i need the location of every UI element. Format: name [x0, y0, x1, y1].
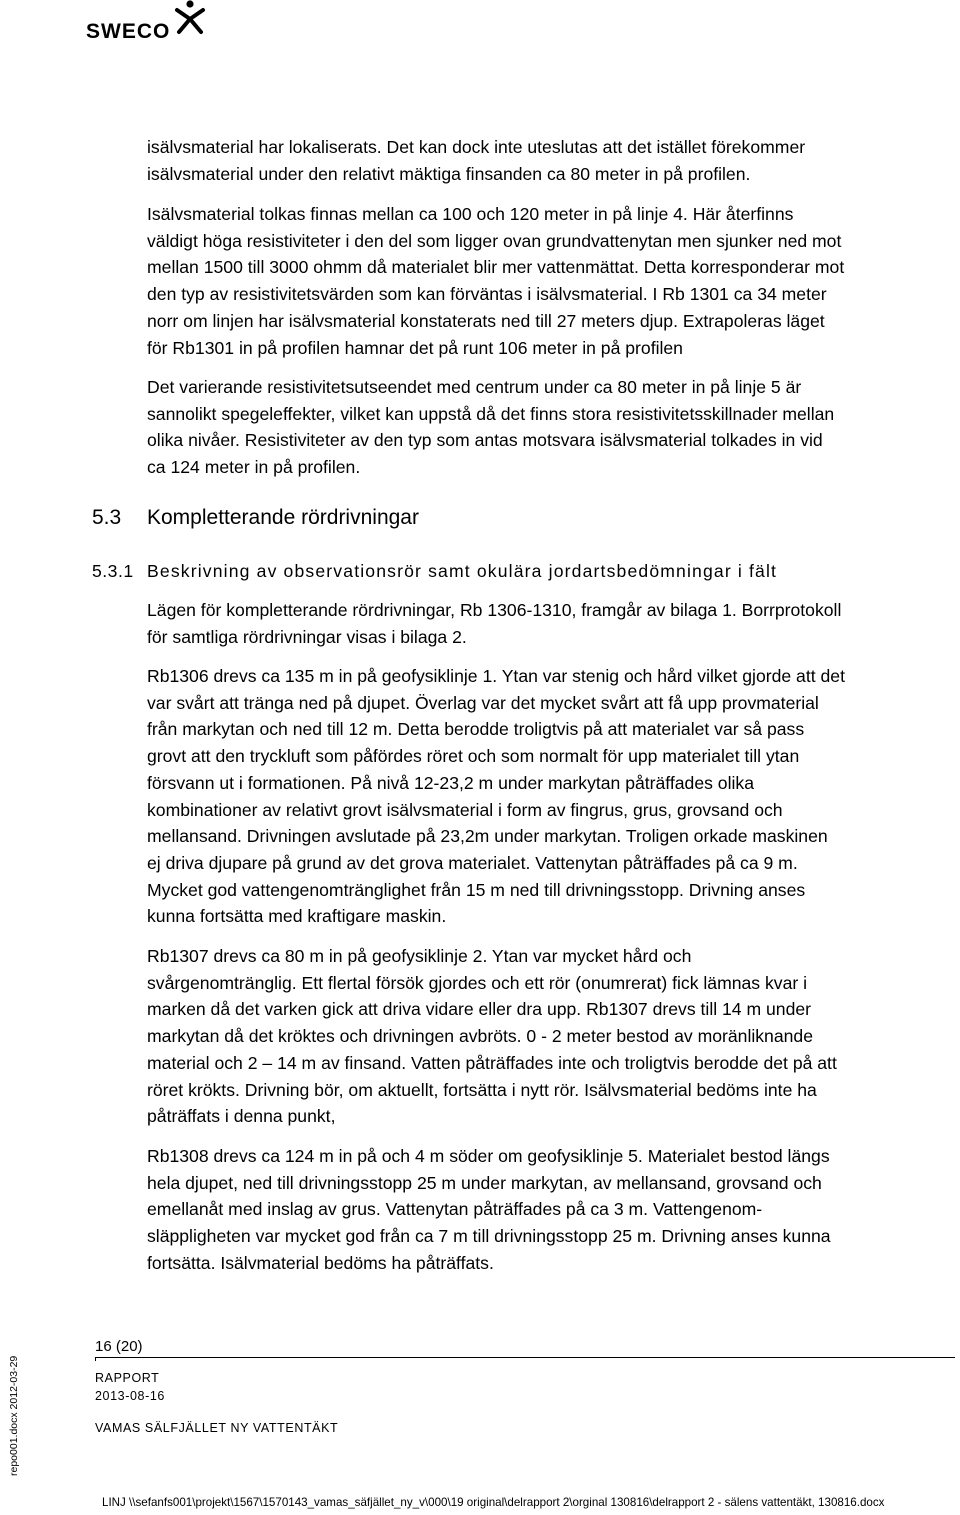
text-line: marken då det varken gick att driva vidare eller dra upp. Rb1307 drevs till 14 m under: [147, 999, 812, 1020]
text-line: svårgenomtränglig. Ett flertal försök gjordes och ett rör (onumrerat) fick lämnas kvar i: [147, 972, 808, 993]
text-line: kunna fortsätta med kraftigare maskin.: [147, 906, 447, 927]
text-line: grovt att den tryckluft som påfördes röret och som normalt för upp materialet till ytan: [147, 746, 800, 767]
section-number: 5.3: [92, 506, 122, 529]
text-line: Rb1307 drevs ca 80 m in på geofysiklinje 2. Ytan var mycket hård och: [147, 946, 692, 966]
text-line: kombinationer av relativt grovt isälvsmaterial i form av fingrus, grus, grovsand och: [147, 799, 783, 820]
text-line: för samtliga rördrivningar visas i bilaga 2.: [147, 626, 467, 647]
text-line: Lägen för kompletterande rördrivningar, Rb 1306-1310, framgår av bilaga 1. Borrprotokoll: [147, 600, 842, 620]
text-line: Mycket god vattengenomtränglighet från 15 m ned till drivningsstopp. Drivning anses: [147, 879, 806, 900]
text-line: för Rb1301 in på profilen hamnar det på runt 106 meter in på profilen: [147, 337, 683, 358]
footer-date: 2013-08-16: [95, 1389, 165, 1403]
section-heading: [92, 505, 419, 531]
text-line: sannolikt spegeleffekter, vilket kan uppstå då det finns stora resistivitetsskillnader mellan: [147, 403, 835, 424]
subsection-title: Beskrivning av observationsrör samt okulära jordartsbedömningar i fält: [147, 561, 778, 581]
text-line: olika nivåer. Resistiviteter av den typ som antas motsvara isälvsmaterial tolkades in vid: [147, 430, 823, 451]
text-line: var svårt att tränga ned på djupet. Överlag var det mycket svårt att få upp provmaterial: [147, 692, 819, 713]
text-line: hela djupet, ned till drivningsstopp 25 m under markytan, av mellansand, grovsand och: [147, 1172, 822, 1193]
footer-project-title: VAMAS SÄLFJÄLLET NY VATTENTÄKT: [95, 1421, 339, 1435]
text-line: Rb1306 drevs ca 135 m in på geofysiklinje 1. Ytan var stenig och hård vilket gjorde att det: [147, 666, 845, 686]
text-line: Isälvsmaterial tolkas finnas mellan ca 100 och 120 meter in på linje 4. Här återfinns: [147, 204, 794, 224]
paragraph-5: [147, 663, 959, 930]
text-line: försvann ut i formationen. På nivå 12-23,2 m under markytan påträffades olika: [147, 772, 754, 793]
paragraph-1: [147, 134, 959, 187]
text-line: släppligheten var mycket god från ca 7 m till drivningsstopp 25 m. Drivning anses kunna: [147, 1226, 831, 1247]
paragraph-7: [147, 1143, 959, 1277]
footer-file-path: LINJ \\sefanfs001\projekt\1567\1570143_vamas_säfjället_ny_v\000\19 original\delrapport 2\orginal 130816\delrapport 2 - sälens vattentäkt, 130816.docx: [102, 1496, 885, 1509]
text-line: röret krökts. Drivning bör, om aktuellt, fortsätta i nytt rör. Isälvsmaterial bedöms inte ha: [147, 1079, 817, 1100]
subsection-heading: [92, 558, 777, 584]
section-title: Kompletterande rördrivningar: [147, 506, 419, 529]
footer-divider: [95, 1357, 955, 1358]
text-line: ej driva djupare på grund av det grova materialet. Vattenytan påträffades på ca 9 m.: [147, 852, 798, 873]
paragraph-2: [147, 201, 959, 361]
logo-text: SWECO: [86, 20, 171, 43]
text-line: isälvsmaterial under den relativt mäktiga finsanden ca 80 meter in på profilen.: [147, 163, 751, 184]
text-line: material och 2 – 14 m av finsand. Vatten påträffades inte och troligtvis berodde det på att: [147, 1052, 837, 1073]
text-line: mellan 1500 till 3000 ohmm då materialet blir mer vattenmättat. Detta korresponderar mot: [147, 257, 845, 278]
paragraph-4: [147, 597, 959, 650]
paragraph-3: [147, 374, 959, 481]
text-line: fortsätta. Isälvmaterial bedöms ha påträffats.: [147, 1252, 494, 1273]
text-line: norr om linjen har isälvsmaterial konstaterats ned till 27 meters djup. Extrapoleras läget: [147, 310, 825, 331]
footer-doc-type: RAPPORT: [95, 1371, 160, 1385]
text-line: väldigt höga resistiviteter i den del som ligger ovan grundvattenytan men sjunker ned mot: [147, 230, 842, 251]
page-number: 16 (20): [95, 1338, 143, 1355]
text-line: den typ av resistivitetsvärden som kan förväntas i isälvsmaterial. I Rb 1301 ca 34 meter: [147, 284, 827, 305]
footer-divider-tick: [95, 1357, 96, 1361]
text-line: isälvsmaterial har lokaliserats. Det kan dock inte uteslutas att det istället förekommer: [147, 137, 806, 157]
text-line: Rb1308 drevs ca 124 m in på och 4 m söder om geofysiklinje 5. Materialet bestod längs: [147, 1146, 830, 1166]
text-line: markytan då det kröktes och drivningen avbröts. 0 - 2 meter bestod av moränliknande: [147, 1026, 813, 1047]
paragraph-6: [147, 943, 959, 1130]
sweco-figure-icon: [172, 0, 208, 40]
text-line: från markytan och ned till 12 m. Detta berodde troligtvis på att materialet var så pass: [147, 719, 805, 740]
text-line: emellanåt med inslag av grus. Vattenytan påträffades på ca 3 m. Vattengenom-: [147, 1199, 763, 1220]
subsection-number: 5.3.1: [92, 561, 134, 581]
text-line: ca 124 meter in på profilen.: [147, 457, 361, 478]
text-line: Det varierande resistivitetsutseendet med centrum under ca 80 meter in på linje 5 är: [147, 377, 802, 397]
template-id-vertical: repo001.docx 2012-03-29: [8, 1355, 20, 1476]
sweco-logo: [86, 6, 208, 42]
text-line: påträffats i denna punkt,: [147, 1106, 336, 1127]
text-line: mellansand. Drivningen avslutade på 23,2m under markytan. Troligen orkade maskinen: [147, 826, 828, 847]
